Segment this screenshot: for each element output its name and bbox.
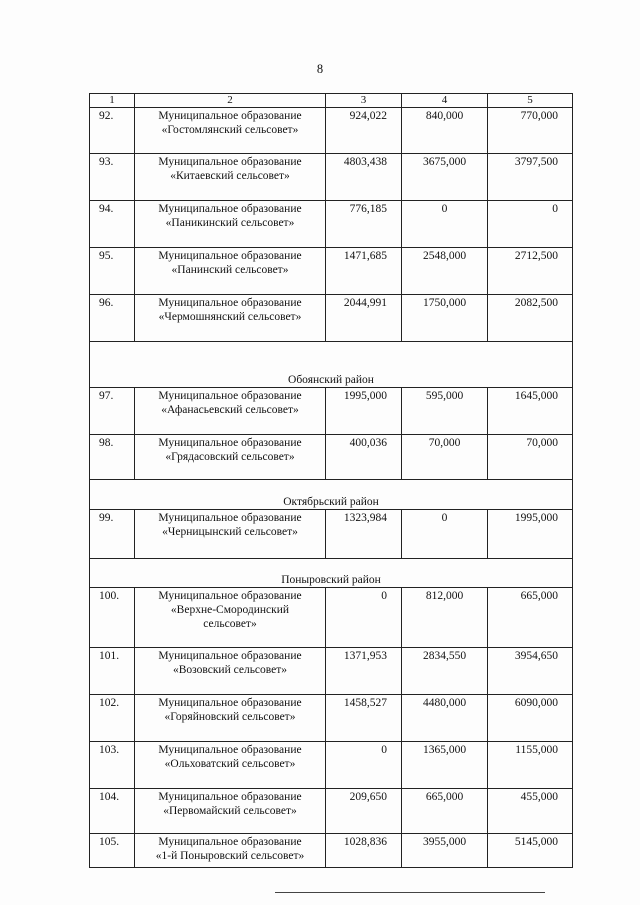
municipality-name-line: Муниципальное образование (158, 203, 302, 215)
value-col3: 1323,984 (326, 510, 402, 559)
row-number: 101. (90, 648, 135, 695)
value-col3: 4803,438 (326, 154, 402, 201)
municipality-name (135, 248, 326, 295)
municipality-name-line: «Черницынский сельсовет» (162, 526, 298, 538)
table-row (90, 154, 573, 201)
row-number: 100. (90, 588, 135, 648)
municipality-name-line: Муниципальное образование (158, 650, 302, 662)
header-row (90, 94, 573, 108)
municipality-name-line: Муниципальное образование (158, 836, 302, 848)
table-row (90, 510, 573, 559)
municipality-name (135, 201, 326, 248)
value-col4: 1365,000 (402, 742, 488, 789)
municipality-name-line: «Паникинский сельсовет» (165, 217, 295, 229)
value-col5: 3797,500 (488, 154, 573, 201)
value-col3: 0 (326, 742, 402, 789)
district-name: Октябрьский район (90, 480, 573, 510)
page-number: 8 (316, 62, 324, 76)
value-col3: 400,036 (326, 435, 402, 480)
municipality-name-line: «1-й Поныровский сельсовет» (155, 850, 305, 862)
header-cell: 2 (135, 94, 326, 108)
value-col4: 840,000 (402, 108, 488, 154)
municipality-name-line: Муниципальное образование (158, 250, 302, 262)
value-col5: 1645,000 (488, 388, 573, 435)
municipality-name (135, 742, 326, 789)
row-number: 96. (90, 295, 135, 342)
value-col5: 1155,000 (488, 742, 573, 789)
district-name: Поныровский район (90, 559, 573, 588)
district-row (90, 559, 573, 588)
row-number: 102. (90, 695, 135, 742)
municipality-name-line: Муниципальное образование (158, 744, 302, 756)
value-col5: 2712,500 (488, 248, 573, 295)
municipality-name-line: Муниципальное образование (158, 156, 302, 168)
municipality-name-line: Муниципальное образование (158, 390, 302, 402)
value-col3: 776,185 (326, 201, 402, 248)
municipality-name-line: Муниципальное образование (158, 297, 302, 309)
value-col3: 1471,685 (326, 248, 402, 295)
district-row (90, 480, 573, 510)
value-col3: 1028,836 (326, 834, 402, 868)
header-cell: 1 (90, 94, 135, 108)
row-number: 103. (90, 742, 135, 789)
value-col3: 0 (326, 588, 402, 648)
value-col4: 0 (402, 510, 488, 559)
table-row (90, 248, 573, 295)
value-col5: 6090,000 (488, 695, 573, 742)
municipality-name-line: Муниципальное образование (158, 437, 302, 449)
value-col5: 665,000 (488, 588, 573, 648)
municipality-name (135, 108, 326, 154)
row-number: 105. (90, 834, 135, 868)
municipality-name-line: «Чермошнянский сельсовет» (158, 311, 302, 323)
municipality-name (135, 510, 326, 559)
header-cell: 4 (402, 94, 488, 108)
municipality-name (135, 435, 326, 480)
row-number: 104. (90, 789, 135, 834)
value-col3: 1995,000 (326, 388, 402, 435)
municipality-name-line: Муниципальное образование (158, 791, 302, 803)
municipality-name-line: «Верхне-Смородинский (170, 604, 290, 616)
table-row (90, 388, 573, 435)
municipality-name (135, 388, 326, 435)
municipality-name-line: Муниципальное образование (158, 590, 302, 602)
value-col5: 770,000 (488, 108, 573, 154)
value-col4: 3675,000 (402, 154, 488, 201)
municipality-name (135, 648, 326, 695)
value-col4: 595,000 (402, 388, 488, 435)
municipality-name-line: «Грядасовский сельсовет» (165, 451, 295, 463)
row-number: 99. (90, 510, 135, 559)
municipality-name (135, 789, 326, 834)
value-col5: 5145,000 (488, 834, 573, 868)
municipality-name-line: «Первомайский сельсовет» (163, 805, 297, 817)
value-col4: 812,000 (402, 588, 488, 648)
municipality-name-line: «Гостомлянский сельсовет» (161, 124, 299, 136)
allocation-table (89, 93, 573, 868)
value-col5: 70,000 (488, 435, 573, 480)
table-row (90, 695, 573, 742)
table-row (90, 108, 573, 154)
value-col3: 209,650 (326, 789, 402, 834)
value-col4: 665,000 (402, 789, 488, 834)
value-col4: 4480,000 (402, 695, 488, 742)
footer-rule (275, 892, 545, 893)
value-col5: 2082,500 (488, 295, 573, 342)
value-col3: 1371,953 (326, 648, 402, 695)
municipality-name-line: «Возовский сельсовет» (172, 664, 288, 676)
value-col3: 2044,991 (326, 295, 402, 342)
header-cell: 5 (488, 94, 573, 108)
municipality-name (135, 295, 326, 342)
value-col3: 1458,527 (326, 695, 402, 742)
value-col5: 3954,650 (488, 648, 573, 695)
table-row (90, 201, 573, 248)
value-col5: 0 (488, 201, 573, 248)
row-number: 93. (90, 154, 135, 201)
value-col4: 3955,000 (402, 834, 488, 868)
municipality-name-line: Муниципальное образование (158, 512, 302, 524)
table-row (90, 789, 573, 834)
table-row (90, 295, 573, 342)
municipality-name (135, 695, 326, 742)
value-col4: 0 (402, 201, 488, 248)
table-row (90, 435, 573, 480)
table-row (90, 834, 573, 868)
municipality-name-line: «Афанасьевский сельсовет» (161, 404, 299, 416)
table-row (90, 588, 573, 648)
district-name: Обоянский район (90, 342, 573, 388)
municipality-name (135, 834, 326, 868)
municipality-name-line: «Китаевский сельсовет» (170, 170, 290, 182)
row-number: 98. (90, 435, 135, 480)
municipality-name-line: «Панинский сельсовет» (171, 264, 289, 276)
municipality-name (135, 154, 326, 201)
row-number: 97. (90, 388, 135, 435)
row-number: 94. (90, 201, 135, 248)
table-row (90, 742, 573, 789)
value-col4: 2548,000 (402, 248, 488, 295)
municipality-name-line: Муниципальное образование (158, 697, 302, 709)
value-col5: 455,000 (488, 789, 573, 834)
value-col4: 1750,000 (402, 295, 488, 342)
value-col3: 924,022 (326, 108, 402, 154)
district-row (90, 342, 573, 388)
row-number: 92. (90, 108, 135, 154)
municipality-name-line: Муниципальное образование (158, 110, 302, 122)
municipality-name (135, 588, 326, 648)
table-row (90, 648, 573, 695)
value-col4: 70,000 (402, 435, 488, 480)
value-col4: 2834,550 (402, 648, 488, 695)
header-cell: 3 (326, 94, 402, 108)
municipality-name-line: сельсовет» (203, 618, 257, 630)
municipality-name-line: «Горяйновский сельсовет» (164, 711, 296, 723)
value-col5: 1995,000 (488, 510, 573, 559)
municipality-name-line: «Ольховатский сельсовет» (164, 758, 296, 770)
row-number: 95. (90, 248, 135, 295)
